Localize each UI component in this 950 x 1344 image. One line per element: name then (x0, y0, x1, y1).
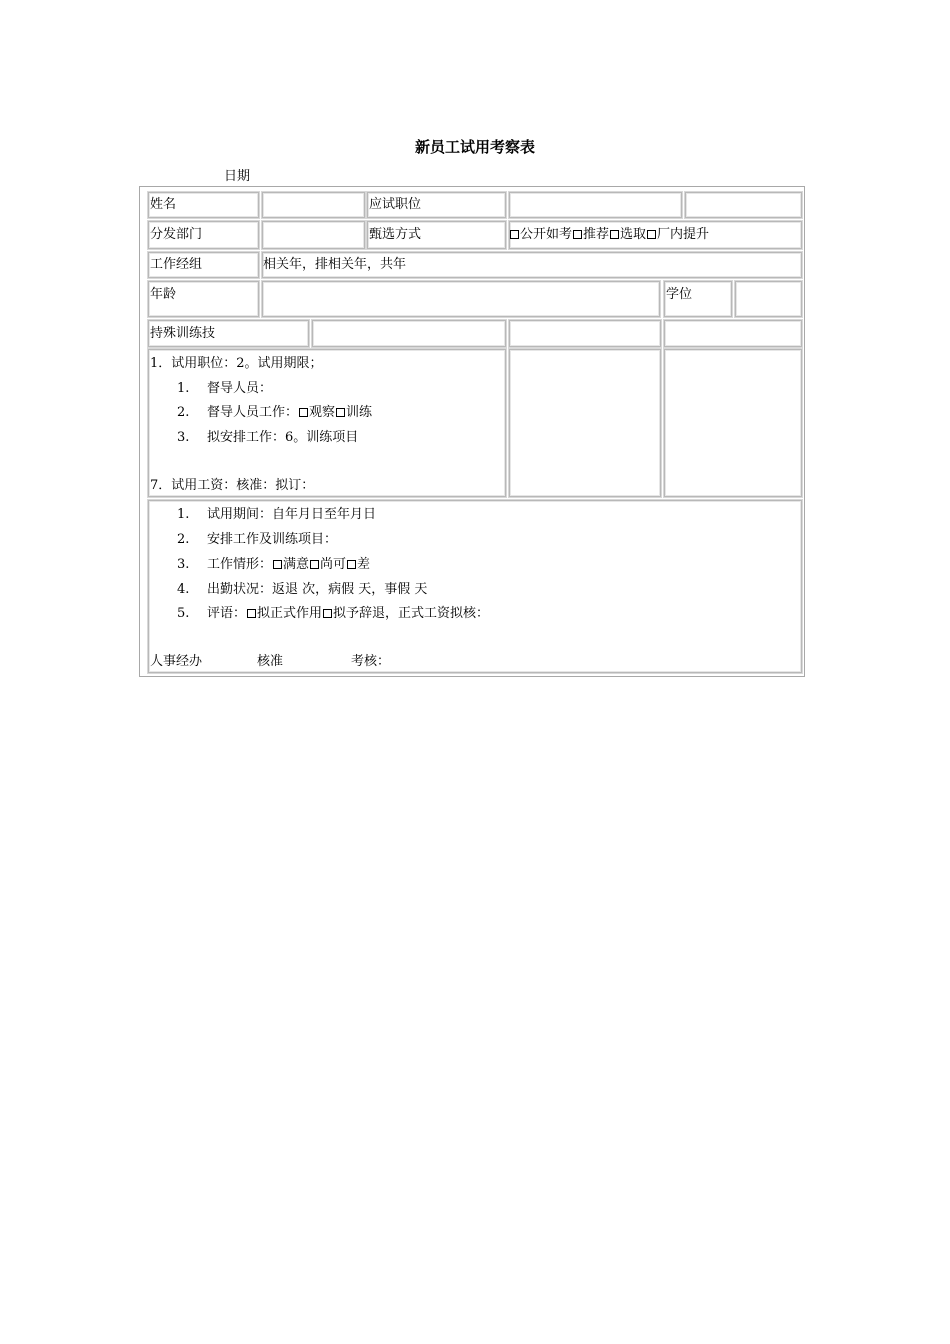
checkbox-formal-hire[interactable] (247, 609, 256, 618)
item-number: 2. (177, 532, 190, 547)
trial-info-blank-1[interactable] (509, 349, 661, 497)
option-formal-hire-label: 拟正式作用 (257, 606, 323, 621)
checkbox-internal-promotion[interactable] (647, 230, 656, 239)
position-label: 应试职位 (369, 197, 422, 212)
item-number: 3. (177, 430, 190, 445)
option-satisfied-label: 满意 (283, 557, 310, 572)
option-acceptable-label: 尚可 (320, 557, 347, 572)
date-label: 日期 (224, 169, 251, 184)
page-title: 新员工试用考察表 (414, 138, 535, 156)
option-internal-promotion-label: 厂内提升 (657, 227, 710, 242)
item-number: 4. (177, 582, 190, 597)
checkbox-dismiss[interactable] (323, 609, 332, 618)
item-text: 评语： (207, 606, 247, 621)
item-number: 5. (177, 606, 190, 621)
item-text: 工作情形： (207, 557, 273, 572)
name-label: 姓名 (150, 197, 177, 212)
item-text: 试用期间：自年月日至年月日 (207, 507, 377, 522)
skill-field-2[interactable] (509, 320, 661, 347)
method-label: 甄选方式 (369, 227, 422, 242)
checkbox-train[interactable] (336, 408, 345, 417)
checkbox-poor[interactable] (347, 560, 356, 569)
dept-field[interactable] (262, 221, 365, 249)
option-open-exam-label: 公开如考 (520, 227, 573, 242)
age-label: 年龄 (150, 287, 177, 302)
degree-label: 学位 (666, 287, 693, 302)
item-text: 拟安排工作：6。训练项目 (207, 430, 359, 445)
checkbox-open-exam[interactable] (510, 230, 519, 239)
row1-extra-field[interactable] (685, 192, 802, 218)
option-train-label: 训练 (346, 405, 373, 420)
option-select-label: 选取 (620, 227, 647, 242)
trial-info-blank-2[interactable] (664, 349, 802, 497)
review-item-5 (177, 606, 489, 622)
exp-label: 工作经组 (150, 257, 203, 272)
item-number: 1. (177, 507, 190, 522)
trial-line-7: 7．试用工资：核准：拟订： (150, 478, 315, 493)
name-field[interactable] (262, 192, 365, 218)
checkbox-select[interactable] (610, 230, 619, 239)
item-number: 1. (177, 381, 190, 396)
trial-item-1 (177, 381, 272, 397)
review-item-3 (177, 557, 370, 573)
trial-item-2 (177, 405, 372, 421)
trial-item-3 (177, 430, 358, 446)
review-item-4 (177, 582, 427, 598)
review-item-1 (177, 507, 376, 523)
checkbox-observe[interactable] (299, 408, 308, 417)
signature-approve: 核准 (257, 654, 284, 669)
item-text: 安排工作及训练项目： (207, 532, 338, 547)
dept-label: 分发部门 (150, 227, 203, 242)
review-item-2 (177, 532, 337, 548)
signature-hr: 人事经办 (150, 654, 203, 669)
item-text: 出勤状况：返退 次，病假 天，事假 天 (207, 582, 428, 597)
item-number: 2. (177, 405, 190, 420)
trial-line-1: 1．试用职位：2。试用期限； (150, 356, 323, 371)
exp-text: 相关年，排相关年，共年 (263, 257, 407, 272)
age-field[interactable] (262, 281, 660, 317)
item-text: 督导人员工作： (207, 405, 299, 420)
signature-review: 考核： (351, 654, 391, 669)
skill-field[interactable] (312, 320, 506, 347)
option-poor-label: 差 (357, 557, 371, 572)
position-field[interactable] (509, 192, 682, 218)
checkbox-acceptable[interactable] (310, 560, 319, 569)
checkbox-satisfied[interactable] (273, 560, 282, 569)
option-recommend-label: 推荐 (583, 227, 610, 242)
skill-label: 持殊训练技 (150, 326, 216, 341)
degree-field[interactable] (735, 281, 802, 317)
item-text: 督导人员： (207, 381, 273, 396)
item-number: 3. (177, 557, 190, 572)
skill-field-3[interactable] (664, 320, 802, 347)
checkbox-recommend[interactable] (573, 230, 582, 239)
option-dismiss-label: 拟予辞退，正式工资拟核： (333, 606, 490, 621)
method-options (509, 227, 709, 243)
option-observe-label: 观察 (309, 405, 336, 420)
